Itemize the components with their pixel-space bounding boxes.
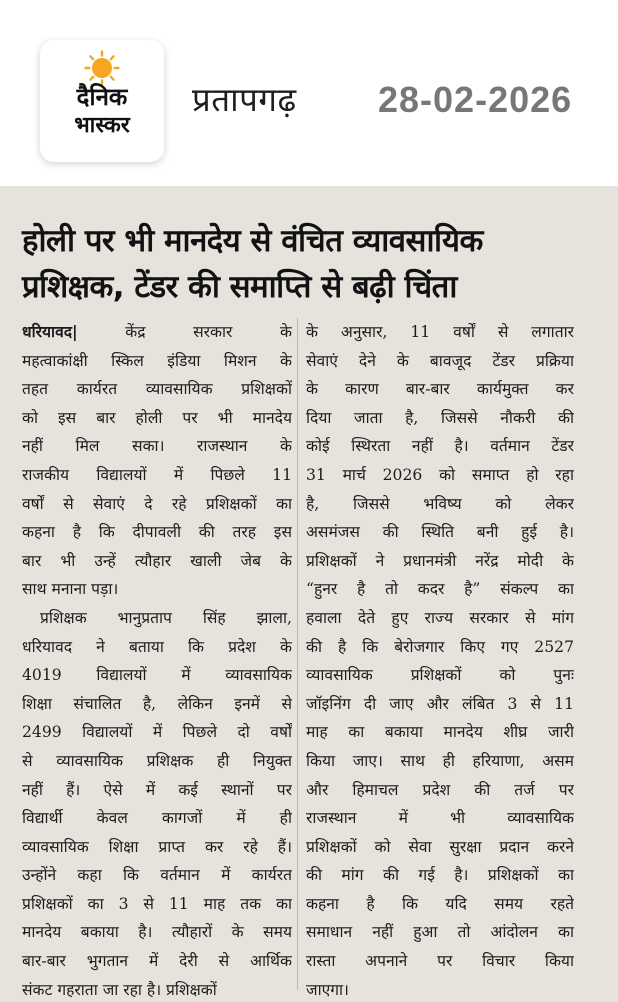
article-line: को इस बार होली पर भी मानदेय [22, 408, 292, 427]
article-line: बार-बार भुगतान में देरी से आर्थिक [22, 952, 292, 971]
article-line: प्रशिक्षकों ने प्रधानमंत्री नरेंद्र मोदी के [306, 551, 574, 570]
article-line: दिया जाता है, जिससे नौकरी की [306, 408, 574, 427]
article-line: प्रशिक्षक भानुप्रताप सिंह झाला, [40, 608, 292, 627]
sun-icon [84, 50, 120, 86]
article-line: राजकीय विद्यालयों में पिछले 11 [22, 465, 292, 484]
article-line: प्रशिक्षकों का 3 से 11 माह तक का [22, 894, 292, 913]
article-line: माह का बकाया मानदेय शीघ्र जारी [306, 723, 574, 742]
article-line: नहीं मिल सका। राजस्थान के [22, 437, 292, 456]
article-line [22, 318, 292, 347]
article-line: शिक्षा संचालित है, लेकिन इनमें से [22, 694, 292, 713]
article-line: 31 मार्च 2026 को समाप्त हो रहा [306, 465, 574, 484]
edition-city: प्रतापगढ़ [192, 80, 297, 119]
article-line: व्यावसायिक प्रशिक्षकों को पुनः [306, 666, 574, 685]
headline-line: प्रशिक्षक, टेंडर की समाप्ति से बढ़ी चिंता [22, 269, 457, 305]
article-line: बार भी उन्हें त्यौहार खाली जेब के [22, 551, 292, 570]
article-line: प्रशिक्षकों को सेवा सुरक्षा प्रदान करने [306, 837, 574, 856]
article-line: की है कि बेरोजगार किए गए 2527 [306, 637, 574, 656]
app-header [0, 0, 618, 185]
article-line: 4019 विद्यालयों में व्यावसायिक [22, 666, 292, 685]
article-line: से व्यावसायिक प्रशिक्षक ही नियुक्त [22, 751, 292, 770]
article-line: विद्यार्थी केवल कागजों में ही [22, 809, 292, 828]
article-line: हवाला देते हुए राज्य सरकार से मांग [306, 608, 574, 627]
article-line: कहना है कि दीपावली की तरह इस [22, 523, 292, 542]
article-line: सेवाएं देने के बावजूद टेंडर प्रक्रिया [306, 351, 574, 370]
article-column-right [306, 318, 574, 1002]
logo-text-dainik: दैनिक [76, 83, 128, 111]
article-line: महत्वाकांक्षी स्किल इंडिया मिशन के [22, 351, 292, 370]
article-line: और हिमाचल प्रदेश की तर्ज पर [306, 780, 574, 799]
article-line: वर्षों से सेवाएं दे रहे प्रशिक्षकों का [22, 494, 292, 513]
article-line: के अनुसार, 11 वर्षों से लगातार [306, 323, 574, 341]
article-line: तहत कार्यरत व्यावसायिक प्रशिक्षकों [22, 380, 292, 399]
article-line: के कारण बार-बार कार्यमुक्त कर [306, 380, 574, 399]
article-line: साथ मनाना पड़ा। [22, 580, 119, 599]
article-line: जाएगा। [306, 980, 349, 999]
edition-date: 28-02-2026 [378, 79, 573, 120]
article-line: रास्ता अपनाने पर विचार किया [306, 952, 574, 971]
article-line: कोई स्थिरता नहीं है। वर्तमान टेंडर [306, 437, 574, 456]
article-text: केंद्र सरकार के [77, 323, 292, 341]
column-divider [297, 318, 298, 990]
article-line: की मांग की गई है। प्रशिक्षकों का [306, 866, 574, 885]
article-line: असमंजस की स्थिति बनी हुई है। [306, 523, 574, 542]
newspaper-logo[interactable] [40, 40, 164, 162]
article-line: जॉइनिंग दी जाए और लंबित 3 से 11 [306, 694, 574, 713]
article-line: किया जाए। साथ ही हरियाणा, असम [306, 751, 574, 770]
article-line: 2499 विद्यालयों में पिछले दो वर्षों [22, 723, 292, 742]
article-line: कहना है कि यदि समय रहते [306, 894, 574, 913]
article-column-left [22, 318, 292, 1002]
article-line: “हुनर है तो कदर है” संकल्प का [306, 580, 574, 599]
article-line: नहीं हैं। ऐसे में कई स्थानों पर [22, 780, 292, 799]
article-line: उन्होंने कहा कि वर्तमान में कार्यरत [22, 866, 292, 885]
article-line: समाधान नहीं हुआ तो आंदोलन का [306, 923, 574, 942]
headline-line: होली पर भी मानदेय से वंचित व्यावसायिक [22, 223, 483, 259]
article-line: राजस्थान में भी व्यावसायिक [306, 809, 574, 828]
article-dateline: धरियावद| [22, 322, 78, 341]
article-line: संकट गहराता जा रहा है। प्रशिक्षकों [22, 980, 217, 999]
logo-text-bhaskar: भास्कर [74, 113, 130, 138]
article-line: है, जिससे भविष्य को लेकर [306, 494, 574, 513]
article-line: मानदेय बकाया है। त्यौहारों के समय [22, 923, 292, 942]
article-line: व्यावसायिक शिक्षा प्राप्त कर रहे हैं। [22, 837, 292, 856]
article-headline [22, 218, 602, 310]
article-line: धरियावद ने बताया कि प्रदेश के [22, 637, 292, 656]
